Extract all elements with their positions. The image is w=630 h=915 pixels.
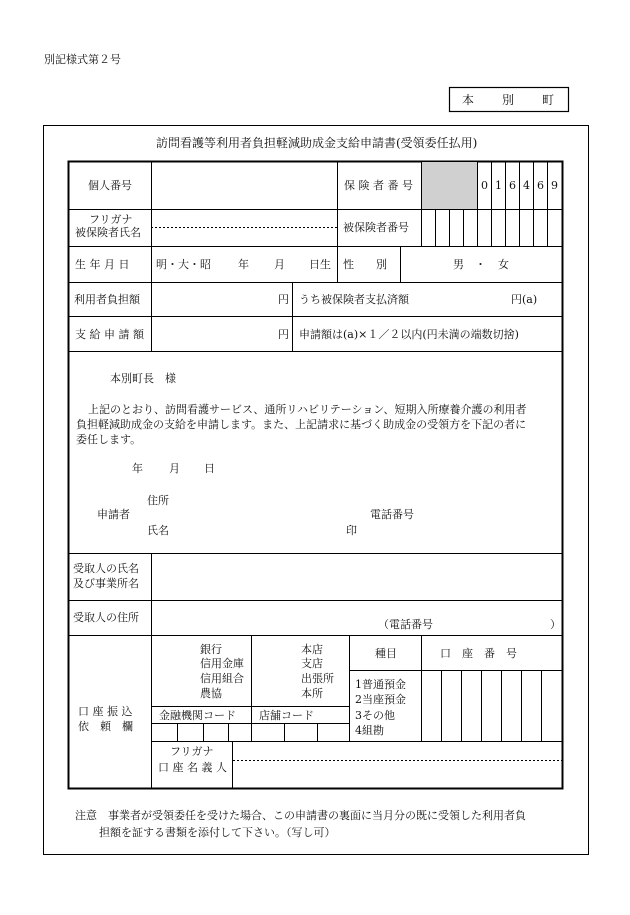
paid-by-insured-field[interactable] <box>430 284 510 315</box>
yen-a-unit: 円(a) <box>511 293 538 306</box>
branch-code-label: 店舗コード <box>259 709 314 722</box>
apply-amount-field[interactable] <box>153 318 278 350</box>
receiver-phone-label: （電話番号 <box>378 618 433 631</box>
receiver-name-label-1: 受取人の氏名 <box>73 562 139 575</box>
receiver-name-label-2: 及び事業所名 <box>73 577 139 590</box>
kind-option-other[interactable]: 3その他 <box>355 709 395 722</box>
town-char-3: 町 <box>542 93 555 107</box>
address-label: 住所 <box>147 494 169 507</box>
insurer-digit: 4 <box>523 179 530 192</box>
date-day: 日 <box>204 462 215 475</box>
receiver-name-field[interactable] <box>153 556 561 599</box>
holder-furigana-field[interactable] <box>234 743 561 759</box>
receiver-phone-close: ） <box>550 618 561 631</box>
bank-section-label-1: 口 座 振 込 <box>78 705 133 718</box>
birthdate-label: 生 年 月 日 <box>75 258 130 271</box>
seal-mark: 印 <box>346 524 357 537</box>
apply-amount-label: 支 給 申 請 額 <box>75 328 144 341</box>
body-text-line1: 上記のとおり、訪問看護サービス、通所リハビリテーション、短期入所療養介護の利用者 <box>88 403 527 416</box>
institution-code-label: 金融機関コード <box>159 709 236 722</box>
note-line2: 担額を証する書類を添付して下さい。（写し可） <box>99 826 336 839</box>
paid-by-insured-label: うち被保険者支払済額 <box>299 293 409 306</box>
town-char-1: 本 <box>462 93 475 107</box>
insurer-number-label: 保 険 者 番 号 <box>344 179 413 192</box>
insured-name-field[interactable] <box>153 229 336 245</box>
date-year: 年 <box>132 462 143 475</box>
yen-unit: 円 <box>278 328 289 341</box>
insurer-digit: 6 <box>509 179 516 192</box>
date-month: 月 <box>169 462 180 475</box>
account-number-field[interactable] <box>422 672 561 740</box>
body-text-line3: 委任します。 <box>76 433 142 446</box>
sex-separator: ・ <box>475 258 486 271</box>
bank-type-bank[interactable]: 銀行 <box>200 643 222 656</box>
branch-code-field[interactable] <box>253 725 348 740</box>
account-kind-label: 種目 <box>375 647 397 660</box>
sex-label: 性 別 <box>343 258 387 271</box>
era-options[interactable]: 明・大・昭 <box>156 258 211 271</box>
town-char-2: 別 <box>502 93 515 107</box>
receiver-address-field[interactable] <box>153 602 378 634</box>
furigana-field[interactable] <box>153 211 336 226</box>
account-number-label: 口 座 番 号 <box>440 647 517 660</box>
branch-type-main[interactable]: 本所 <box>301 687 323 700</box>
personal-number-field[interactable] <box>153 163 336 208</box>
insurer-digit: 9 <box>551 179 558 192</box>
holder-name-field[interactable] <box>234 762 561 787</box>
branch-type-branch[interactable]: 支店 <box>301 657 323 670</box>
sex-male-option[interactable]: 男 <box>453 258 464 271</box>
holder-furigana-label: フリガナ <box>170 745 214 758</box>
receiver-address-label: 受取人の住所 <box>73 611 139 624</box>
body-text-line2: 負担軽減助成金の支給を申請します。また、上記請求に基づく助成金の受領方を下記の者に <box>76 418 527 431</box>
insurer-digit: 6 <box>537 179 544 192</box>
user-burden-label: 利用者負担額 <box>74 293 140 306</box>
kind-option-kumikan[interactable]: 4組勘 <box>355 724 384 737</box>
kind-option-current[interactable]: 2当座預金 <box>355 693 406 706</box>
institution-code-field[interactable] <box>153 725 250 740</box>
insurer-digit: 0 <box>481 179 488 192</box>
phone-label: 電話番号 <box>370 508 414 521</box>
insurer-digit: 1 <box>495 179 502 192</box>
bank-name-field[interactable] <box>153 638 198 704</box>
birth-year-unit: 年 <box>238 258 249 271</box>
branch-type-sub[interactable]: 出張所 <box>301 672 334 685</box>
holder-label: 口 座 名 義 人 <box>158 761 227 774</box>
bank-section-label-2: 依 頼 欄 <box>78 720 133 733</box>
insured-number-field[interactable] <box>422 211 561 245</box>
addressee: 本別町長 様 <box>110 372 176 385</box>
branch-type-head[interactable]: 本店 <box>301 643 323 656</box>
insured-number-label: 被保険者番号 <box>343 221 409 234</box>
branch-name-field[interactable] <box>253 638 298 704</box>
form-title: 訪問看護等利用者負担軽減助成金支給申請書(受領委任払用) <box>156 136 478 150</box>
bank-type-shinkumi[interactable]: 信用組合 <box>200 672 244 685</box>
birth-month-unit: 月 <box>274 258 285 271</box>
personal-number-label: 個人番号 <box>88 179 132 192</box>
bank-type-shinkin[interactable]: 信用金庫 <box>200 657 244 670</box>
name-label: 氏名 <box>147 524 169 537</box>
form-number: 別記様式第２号 <box>44 53 121 66</box>
bank-type-ja[interactable]: 農協 <box>200 687 222 700</box>
apply-note: 申請額は(a)×１／２以内(円未満の端数切捨) <box>299 328 519 341</box>
birth-day-unit: 日生 <box>309 258 331 271</box>
furigana-label: フリガナ <box>89 213 133 226</box>
note-line1: 注意 事業者が受領委任を受けた場合、この申請書の裏面に当月分の既に受領した利用者負 <box>75 809 526 822</box>
kind-option-ordinary[interactable]: 1普通預金 <box>355 678 406 691</box>
applicant-label: 申請者 <box>97 508 130 521</box>
sex-female-option[interactable]: 女 <box>498 258 509 271</box>
user-burden-field[interactable] <box>153 284 278 315</box>
insured-name-label: 被保険者氏名 <box>75 226 141 239</box>
yen-unit: 円 <box>278 293 289 306</box>
